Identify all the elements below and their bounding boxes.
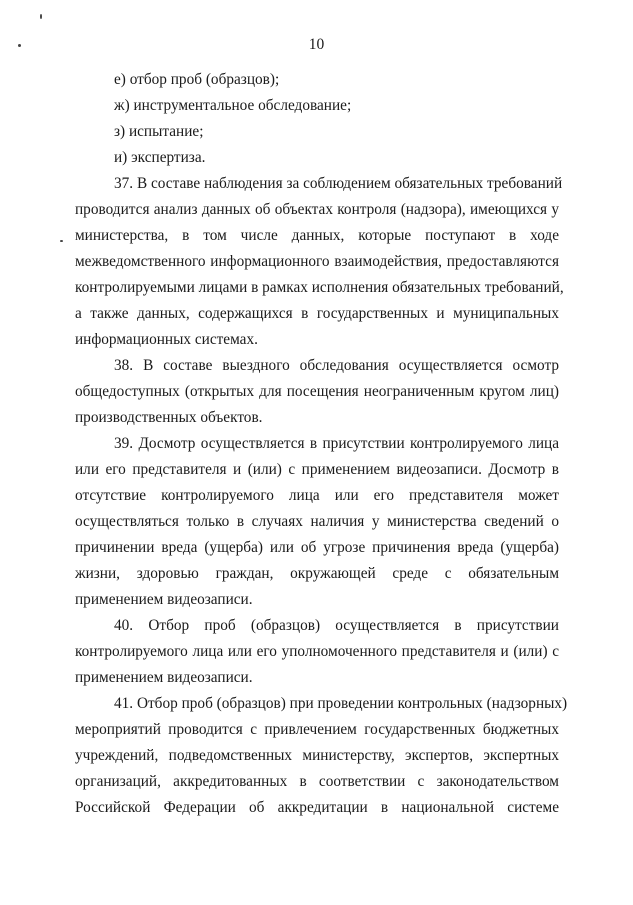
paragraph-37-line: контролируемыми лицами в рамках исполнения обязательных требований,	[75, 279, 564, 296]
paragraph-39-line: применением видеозаписи.	[75, 591, 253, 608]
paragraph-39-line: 39. Досмотр осуществляется в присутствии контролируемого лица	[114, 435, 559, 452]
paragraph-38-line: производственных объектов.	[75, 409, 263, 426]
paragraph-41-line: организаций, аккредитованных в соответствии с законодательством	[75, 773, 559, 790]
paragraph-37-line: 37. В составе наблюдения за соблюдением обязательных требований	[114, 175, 563, 192]
scan-speck	[60, 240, 63, 242]
paragraph-37-line: межведомственного информационного взаимодействия, предоставляются	[75, 253, 559, 270]
scan-speck	[40, 14, 42, 19]
paragraph-39-line: отсутствие контролируемого лица или его представителя может	[75, 487, 559, 504]
paragraph-37-line: проводится анализ данных об объектах контроля (надзора), имеющихся у	[75, 201, 559, 218]
paragraph-41-line: учреждений, подведомственных министерству, экспертов, экспертных	[75, 747, 559, 764]
paragraph-40-line: 40. Отбор проб (образцов) осуществляется в присутствии	[114, 617, 559, 634]
paragraph-41-line: 41. Отбор проб (образцов) при проведении контрольных (надзорных)	[114, 695, 568, 712]
list-item: е) отбор проб (образцов);	[114, 71, 280, 88]
list-item: ж) инструментальное обследование;	[114, 97, 352, 114]
paragraph-41-line: мероприятий проводится с привлечением государственных бюджетных	[75, 721, 559, 738]
paragraph-38-line: общедоступных (открытых для посещения неограниченным кругом лиц)	[75, 383, 559, 400]
paragraph-40-line: применением видеозаписи.	[75, 669, 253, 686]
paragraph-37-line: министерства, в том числе данных, которые поступают в ходе	[75, 227, 559, 244]
paragraph-37-line: информационных системах.	[75, 331, 258, 348]
paragraph-37-line: а также данных, содержащихся в государственных и муниципальных	[75, 305, 559, 322]
paragraph-40-line: контролируемого лица или его уполномоченного представителя и (или) с	[75, 643, 559, 660]
paragraph-38-line: 38. В составе выездного обследования осуществляется осмотр	[114, 357, 559, 374]
list-item: и) экспертиза.	[114, 149, 206, 166]
paragraph-41-line: Российской Федерации об аккредитации в национальной системе	[75, 799, 559, 816]
paragraph-39-line: жизни, здоровью граждан, окружающей среде с обязательным	[75, 565, 559, 582]
list-item: з) испытание;	[114, 123, 204, 140]
paragraph-39-line: или его представителя и (или) с применением видеозаписи. Досмотр в	[75, 461, 559, 478]
paragraph-39-line: причинении вреда (ущерба) или об угрозе причинения вреда (ущерба)	[75, 539, 559, 556]
paragraph-39-line: осуществляться только в случаях наличия у министерства сведений о	[75, 513, 559, 530]
page-number: 10	[308, 36, 325, 53]
